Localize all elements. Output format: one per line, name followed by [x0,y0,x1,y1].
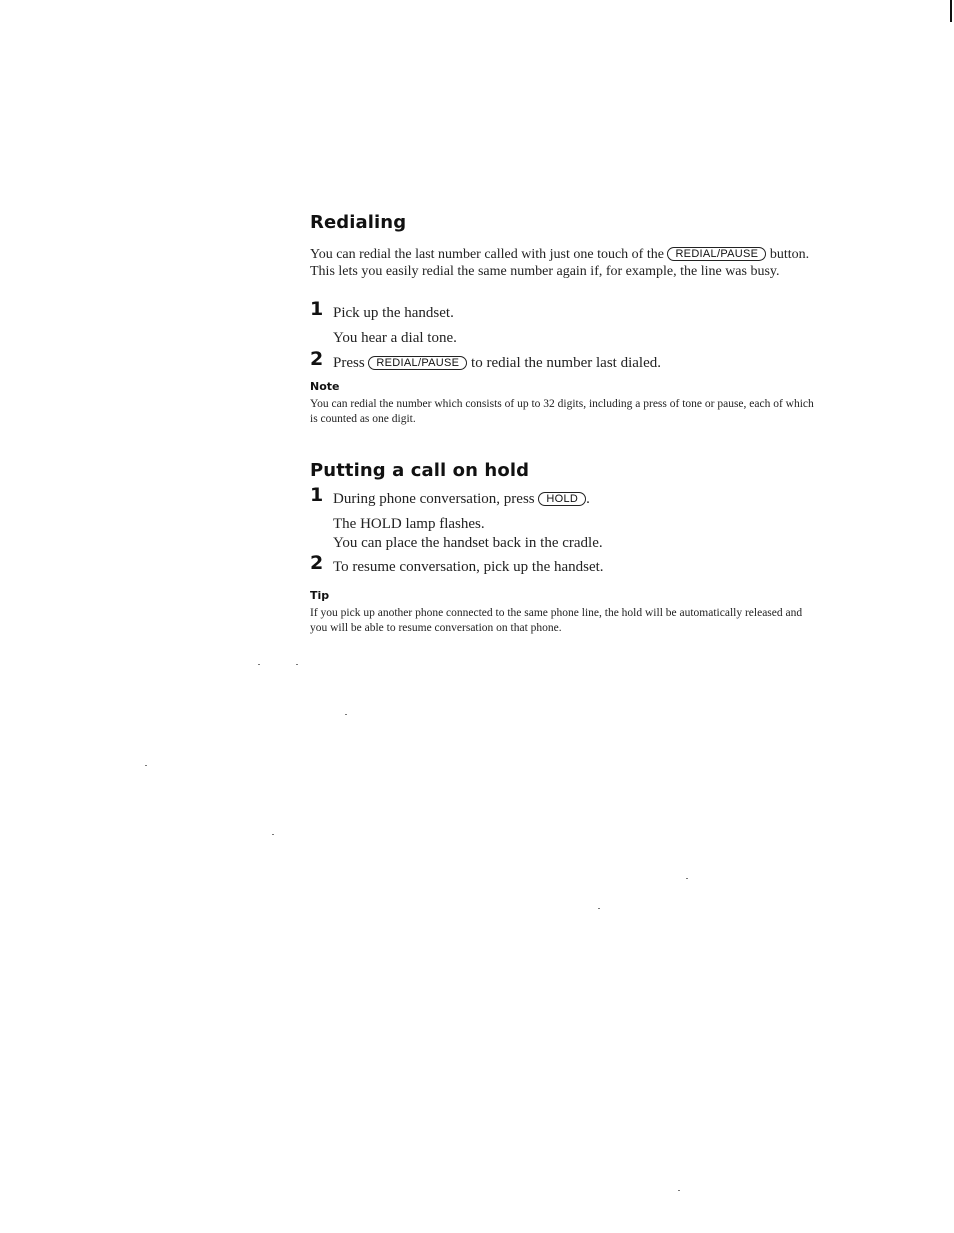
redialing-step-1 [310,298,820,323]
step-text-after: to redial the number last dialed. [471,355,661,371]
scan-speck [145,765,147,766]
hold-step-1-result-2: You can place the handset back in the cradle. [333,535,603,551]
step-text-before: Press [333,355,365,371]
hold-step-1-result: The HOLD lamp flashes. [333,516,485,532]
step-number: 2 [310,552,324,574]
hold-step-2 [310,552,820,577]
scan-speck [296,664,298,665]
redial-pause-key: REDIAL/PAUSE [368,356,467,370]
tip-label: Tip [310,589,330,602]
step-text: To resume conversation, pick up the handset. [333,559,604,575]
redialing-steps [310,298,820,373]
step-text: Pick up the handset. [333,305,454,321]
note-text: You can redial the number which consists of up to 32 digits, including a press of tone or pause, each of which is counted as one digit. [310,398,814,425]
scan-speck [345,714,347,715]
redialing-section [310,212,820,426]
hold-tip [310,589,820,635]
note-label: Note [310,380,340,393]
hold-key: HOLD [538,492,586,506]
redialing-intro [310,247,820,280]
content-column [310,212,820,635]
scan-edge-mark [950,0,952,22]
step-number: 2 [310,348,324,370]
scan-speck [258,664,260,665]
hold-heading: Putting a call on hold [310,460,530,481]
scan-speck [686,878,688,879]
scan-speck [598,908,600,909]
redialing-step-1-result: You hear a dial tone. [333,330,457,346]
hold-section [310,460,820,635]
redialing-step-2 [310,348,820,373]
step-number: 1 [310,484,324,506]
step-number: 1 [310,298,324,320]
redialing-note [310,380,820,426]
redialing-heading: Redialing [310,212,407,233]
redial-pause-key: REDIAL/PAUSE [667,247,766,261]
intro-text-after: button. This lets you easily redial the same number again if, for example, the line was busy. [310,247,810,279]
tip-text: If you pick up another phone connected to the same phone line, the hold will be automatically released and you will be able to resume conversation on that phone. [310,607,803,634]
scan-speck [272,834,274,835]
hold-step-1 [310,484,820,509]
scan-speck [678,1190,680,1191]
step-text-after: . [586,491,590,507]
hold-steps [310,484,820,577]
intro-text-before: You can redial the last number called with just one touch of the [310,247,664,262]
step-text-before: During phone conversation, press [333,491,535,507]
